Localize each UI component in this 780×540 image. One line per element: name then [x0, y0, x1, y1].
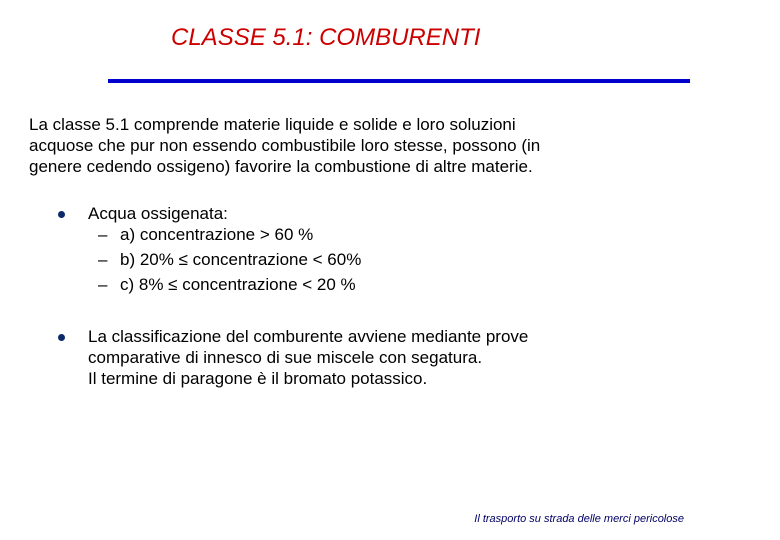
intro-line: La classe 5.1 comprende materie liquide e solide e loro soluzioni [29, 115, 516, 134]
bullet-heading: Acqua ossigenata: [88, 204, 228, 223]
sub-item [88, 249, 361, 274]
bullet-dot-icon [58, 334, 65, 341]
sub-item [88, 274, 361, 299]
intro-line: genere cedendo ossigeno) favorire la combustione di altre materie. [29, 157, 533, 176]
bullet-line: comparative di innesco di sue miscele con segatura. [88, 348, 483, 367]
dash-icon: – [98, 250, 108, 269]
sub-item-text: b) 20% ≤ concentrazione < 60% [120, 250, 362, 269]
bullet-line: Il termine di paragone è il bromato potassico. [88, 369, 428, 388]
dash-icon: – [98, 275, 108, 294]
footer-caption: Il trasporto su strada delle merci pericolose [474, 513, 684, 525]
sub-item-text: a) concentrazione > 60 % [120, 225, 314, 244]
bullet-dot-icon [58, 211, 65, 218]
title-underline [108, 79, 690, 83]
slide-title: CLASSE 5.1: COMBURENTI [171, 24, 481, 51]
intro-line: acquose che pur non essendo combustibile loro stesse, possono (in [29, 136, 541, 155]
sub-item-text: c) 8% ≤ concentrazione < 20 % [120, 275, 356, 294]
dash-icon: – [98, 225, 108, 244]
sub-item [88, 224, 361, 249]
bullet-body [88, 326, 528, 389]
intro-paragraph [29, 114, 749, 177]
bullet-body [88, 203, 361, 299]
bullet-line: La classificazione del comburente avviene mediante prove [88, 327, 529, 346]
